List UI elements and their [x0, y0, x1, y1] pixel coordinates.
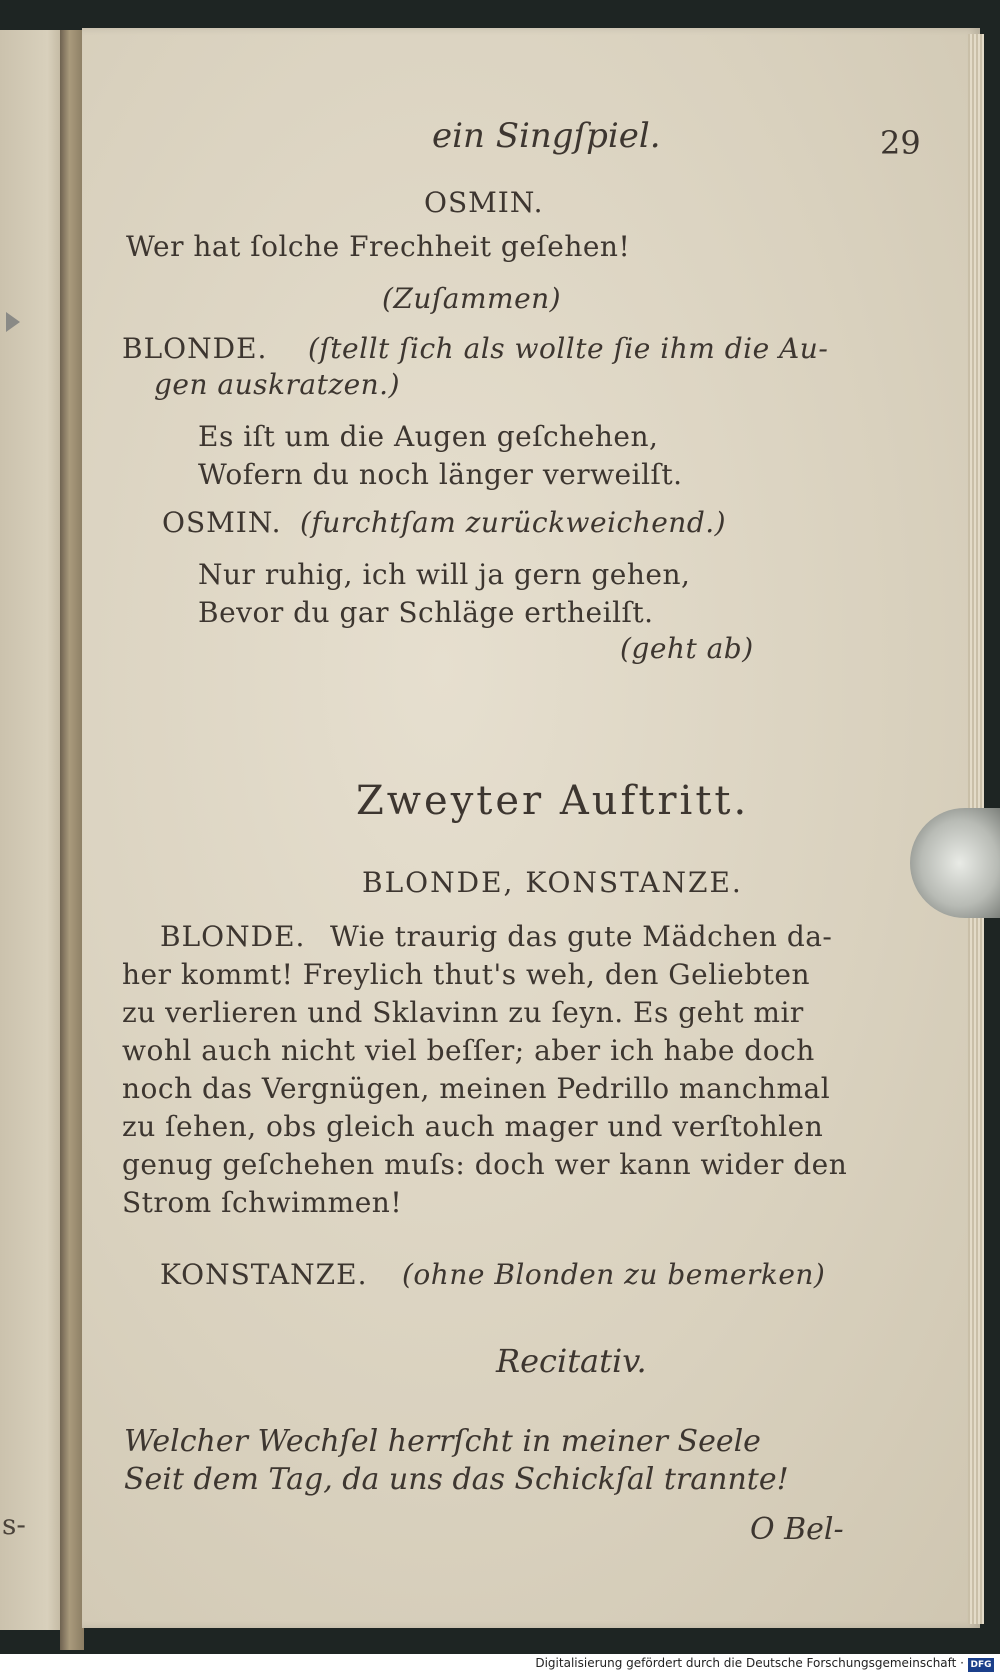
stage-direction: gen auskratzen.): [154, 368, 400, 401]
verse-line: Seit dem Tag, da uns das Schickſal trannte!: [124, 1462, 789, 1497]
prose-line: her kommt! Freylich thut's weh, den Geliebten: [122, 958, 810, 991]
stage-direction: (furchtſam zurückweichend.): [300, 506, 727, 539]
dfg-logo: DFG: [968, 1658, 994, 1672]
speaker-blonde: BLONDE.: [160, 920, 306, 953]
previous-page-fragment: s-: [2, 1508, 26, 1541]
prose-line: genug geſchehen muſs: doch wer kann wider den: [122, 1148, 848, 1181]
catchword: O Bel-: [750, 1512, 844, 1547]
verse-line: Es iſt um die Augen geſchehen,: [198, 420, 659, 453]
scene-characters: BLONDE, KONSTANZE.: [362, 866, 743, 899]
verse-line: Nur ruhig, ich will ja gern gehen,: [198, 558, 691, 591]
prose-line: zu verlieren und Sklavinn zu ſeyn. Es geht mir: [122, 996, 804, 1029]
running-title: ein Singſpiel.: [432, 116, 661, 156]
section-heading-recitativ: Recitativ.: [496, 1342, 647, 1380]
verse-line: Welcher Wechſel herrſcht in meiner Seele: [124, 1424, 761, 1459]
speaker-blonde: BLONDE.: [122, 332, 268, 365]
prose-line: Strom ſchwimmen!: [122, 1186, 403, 1219]
prose-line: Wie traurig das gute Mädchen da-: [330, 920, 833, 953]
prose-line: zu ſehen, obs gleich auch mager und verſtohlen: [122, 1110, 824, 1143]
verse-line: Wer hat ſolche Frechheit geſehen!: [126, 230, 631, 263]
digitization-credit: Digitalisierung gefördert durch die Deutsche Forschungsgemeinschaft ·: [535, 1656, 964, 1670]
stage-direction: (geht ab): [620, 632, 754, 665]
page-number: 29: [880, 124, 921, 162]
verse-line: Bevor du gar Schläge ertheilſt.: [198, 596, 654, 629]
prose-line: wohl auch nicht viel beſſer; aber ich habe doch: [122, 1034, 815, 1067]
prose-line: noch das Vergnügen, meinen Pedrillo manchmal: [122, 1072, 831, 1105]
scene-title: Zweyter Auftritt.: [356, 778, 750, 824]
stage-direction: (ſtellt ſich als wollte ſie ihm die Au-: [308, 332, 829, 365]
stage-direction: (ohne Blonden zu bemerken): [402, 1258, 826, 1291]
book-page: [82, 28, 980, 1628]
book-gutter: [60, 30, 84, 1650]
speaker-osmin: OSMIN.: [162, 506, 282, 539]
speaker-osmin: OSMIN.: [424, 186, 544, 219]
stage-direction: (Zuſammen): [382, 282, 562, 315]
previous-page-edge: [0, 30, 68, 1630]
verse-line: Wofern du noch länger verweilſt.: [198, 458, 683, 491]
speaker-konstanze: KONSTANZE.: [160, 1258, 368, 1291]
arrow-marker-icon: [6, 312, 20, 332]
